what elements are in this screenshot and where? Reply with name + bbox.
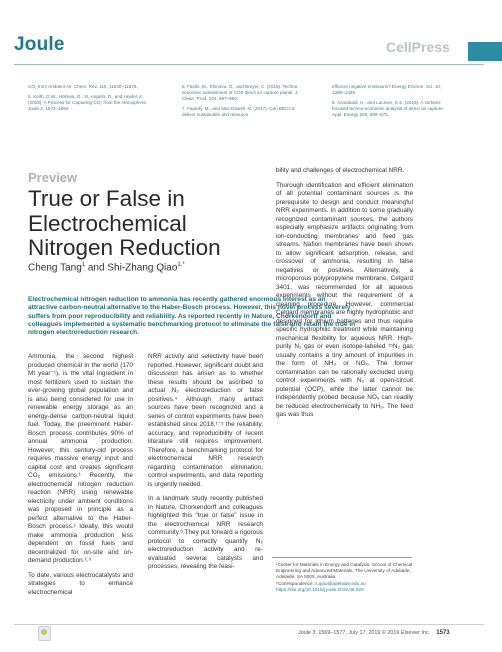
body-column-3 <box>276 167 413 426</box>
body-paragraph: In a landmark study recently published in Nature, Chorkendorff and colleagues highlighted this “true or false” issue in the electrochemical NRR research community.⁶ They put forward a rigorous protocol to correctly quantify N₂ electroreduction activity and re-evaluated several catalysts and processes, revealing the feasi- <box>148 495 263 570</box>
header-divider <box>14 64 484 65</box>
section-label: Preview <box>28 170 78 185</box>
reference-column-3 <box>332 84 454 122</box>
footnote-divider <box>272 557 412 558</box>
citation-text: Joule 3, 1569–1577, July 17, 2019 © 2019 Elsevier Inc. <box>298 630 431 636</box>
crossmark-dot-icon <box>41 629 47 635</box>
author-name: Cheng Tang <box>28 262 82 274</box>
reference-column-1 <box>28 84 150 116</box>
reference-item: 6. Fasihi, M., Efimova, O., and Breyer, C. (2019). Techno-economic assessment of CO2 direct air capture plants. J. Clean. Prod. 224, 957–980. <box>182 84 299 102</box>
reference-column-2 <box>182 84 304 122</box>
reference-item: 8. Azarabadi, H., and Lackner, K.S. (2019). A sorbent-focused techno-economic analysis of direct air capture. Appl. Energy 250, 959–975. <box>332 100 445 118</box>
header-color-tab <box>468 42 502 61</box>
body-paragraph: Ammonia, the second highest produced chemical in the world (170 Mt year⁻¹), is the vital ingredient in most fertilizers used to sustain the ever-growing global population and is also being considered for use in renewable energy storage as an energy-dense carbon-neutral liquid fuel. Today, the preeminent Haber-Bosch process contributes 90% of annual ammonia production. However, this century-old process requires massive energy input and capital cost and creates significant CO₂ emissions.¹ Recently, the electrochemical nitrogen reduction reaction (NRR) using renewable electricity under ambient conditions was proposed in principle as a perfect alternative to the Haber-Bosch process.² Ideally, this would make ammonia production less dependent on fossil fuels and decentralized for on-site and on-demand production.²˒³ <box>28 353 133 564</box>
footnote <box>276 562 416 593</box>
body-paragraph: Thorough identification and efficient elimination of all potential contaminant sources is the prerequisite to design and conduct meaningful NRR experiments. In addition to some gradually recognized contaminant sources, the authors especially emphasize artifacts originating from ion-conducting membranes and feed gas streams. Nafion membranes have been shown to allow significant adsorption, release, and crossover of ammonia, resulting in false negatives or positives. Alternatively, a microporous polypropylene membrane, Celgard 3401, was recommended for all aqueous experiments without the requirement of a cleaning procedure. However, commercial Celgard membranes are highly hydrophobic and designed for lithium batteries and thus require specific hydrophilic treatment while maintaining mechanical flexibility for aqueous NRR. High-purity N₂ gas or even isotope-labeled ¹⁵N₂ gas usually contains a tiny amount of impurities in the form of NH₃ or NOₓ. The former contamination can be rationally excluded using control experiments with N₂ at open-circuit potential (OCP), while the latter cannot be independently probed because NOₓ can readily be reduced electrochemically to NH₃. The feed gas was thus <box>276 181 413 418</box>
body-paragraph: NRR activity and selectivity have been reported. However, significant doubt and discussion has arisen as to whether these results should be ascribed to actual N₂ electroreduction or false positives.⁴ Although many artifact sources have been recognized and a series of control experiments have been established since 2018,¹⁻⁵ the reliability, accuracy, and reproducibility of recent literature still requires improvement. Therefore, a benchmarking protocol for electrochemical NRR research regarding contamination elimination, control experiments, and data reporting is urgently needed. <box>148 353 263 488</box>
page-number: 1573 <box>436 630 450 636</box>
body-paragraph: To date, various electrocatalysts and strategies to enhance electrochemical <box>28 571 133 596</box>
email-link[interactable]: s.qiao@adelaide.edu.au <box>315 580 366 586</box>
author-list <box>28 262 185 273</box>
article-title: True or False in Electrochemical Nitrogen Reduction <box>28 186 221 260</box>
body-column-1 <box>28 353 133 603</box>
doi-link[interactable]: https://doi.org/10.1016/j.joule.2019.06.020 <box>276 586 364 592</box>
reference-item: CO₂ from Ambient Air. Chem. Rev. 116, 11840–11876. <box>28 84 138 89</box>
author-name: and Shi-Zhang Qiao <box>85 262 178 274</box>
correspondence-label: *Correspondence: <box>276 580 316 586</box>
reference-item: efficient negative emissions? Energy Environ. Sci. 10, 1389–1426. <box>332 84 442 96</box>
body-column-2 <box>148 353 263 578</box>
publisher-logo: CellPress <box>386 39 450 55</box>
article-summary: Electrochemical nitrogen reduction to ammonia has recently gathered enormous interest as an attractive carbon-neutral alternative to the Haber-Bosch process. However, this novel process severely suffers from poor reproducibility and reliability. As reported recently in Nature, Chorkendorff and colleagues implemented a systematic benchmarking protocol to eliminate the false and retain the true in nitrogen electroreduction research. <box>28 296 356 337</box>
journal-logo: Joule <box>14 34 65 55</box>
reference-item: 7. Fajardy, M., and Mac Dowell, N. (2017). Can BECCS deliver sustainable and resource <box>182 106 295 118</box>
footer-divider <box>14 624 484 625</box>
page-footer <box>298 630 450 636</box>
reference-item: 5. Keith, D.W., Holmes, G., St. Angelo, D., and Heidel, K. (2018). A Process for Capturing CO₂ from the Atmosphere. Joule 2, 1573–1594. <box>28 94 148 112</box>
affiliation-marker: 1,* <box>177 262 185 268</box>
affiliation-note: ¹Center for Materials in Energy and Catalysis, School of Chemical Engineering and Advanced Materials, The University of Adelaide, Adelaide, SA 5005, Australia <box>276 562 413 580</box>
body-paragraph: bility and challenges of electrochemical NRR. <box>276 167 405 174</box>
affiliation-marker: 1 <box>81 262 86 268</box>
